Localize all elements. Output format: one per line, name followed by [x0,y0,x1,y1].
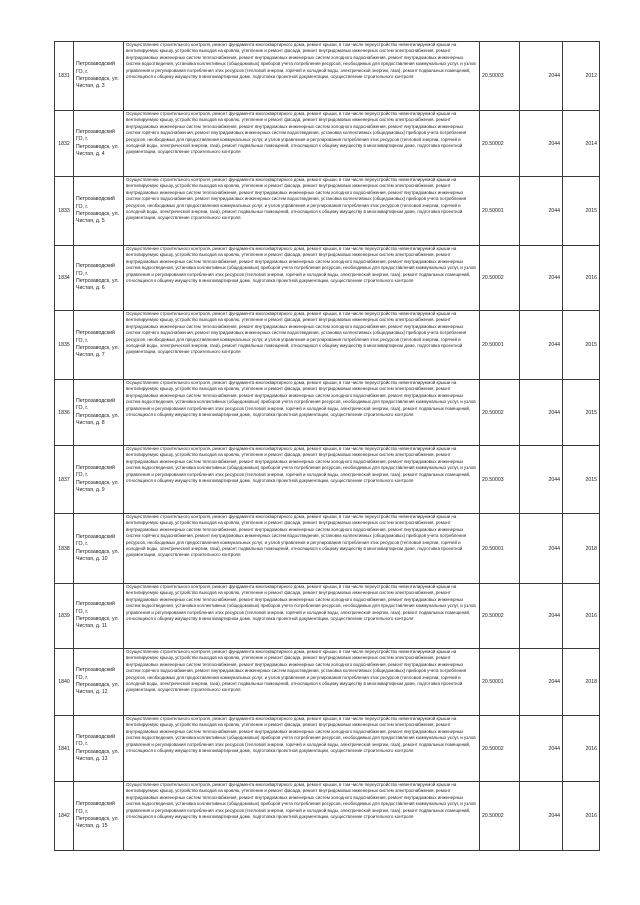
row-number: 1833 [55,177,74,246]
address-cell [74,446,124,514]
row-number: 1836 [55,380,74,446]
table-row [55,649,600,716]
row-number: 1835 [55,311,74,380]
table-row [55,716,600,782]
year-end-cell: 2044 [520,584,563,649]
code-cell: 20.50003 [480,446,520,514]
row-number: 1838 [55,514,74,584]
year-end-cell: 2044 [520,446,563,514]
address-line: Петрозаводский ГО, г. [76,533,115,548]
year-end-cell: 2044 [520,177,563,246]
address-line: Петрозаводск, ул. [76,76,119,82]
code-cell: 20.50002 [480,584,520,649]
code-cell: 20.50002 [480,246,520,311]
row-number: 1839 [55,584,74,649]
address-line: Чистая, д. 12 [76,689,108,696]
address-cell [74,311,124,380]
address-cell [74,716,124,782]
address-line: Чистая, д. 10 [76,555,108,562]
address-line: Петрозаводский ГО, г. [76,601,115,615]
table-row [55,246,600,311]
address-cell [74,111,124,177]
code-cell: 20.50001 [480,311,520,380]
code-cell: 20.50002 [480,716,520,782]
works-description: Осуществление строительного контроля, ремонт фундамента многоквартирного дома, ремонт крыши, в том числе переустройство невентилируемой крыши на вентилируемую крышу, устройство выходов на кровлю, утепление и ремонт фасада, ремонт внутридомовых инженерных систем электроснабжения, ремонт внутридомовых инженерных систем теплоснабжения, ремонт внутридомовых инженерных систем холодного водоснабжения, ремонт внутридомовых инженерных систем водоотведения, установка коллективных (общедомовых) приборов учета потребления ресурсов, необходимых для предоставления коммунальных услуг, и узлов управления и регулирования потребления этих ресурсов (тепловой энергии, горячей и холодной воды, электрической энергии, газа), ремонт подвальных помещений, относящихся к общему имуществу в многоквартирном доме, подготовка проектной документации, осуществление строительного контроля [124,42,480,111]
address-line: Петрозаводский ГО, г. [76,464,115,479]
address-line: Чистая, д. 6 [76,285,105,292]
year-cell: 2018 [563,649,600,716]
address-line: Чистая, д. 9 [76,486,105,493]
year-cell: 2016 [563,246,600,311]
address-line: Петрозаводск, ул. [76,211,119,217]
address-line: Чистая, д. 3 [76,83,105,90]
address-line: Петрозаводск, ул. [76,143,119,150]
table-row [55,177,600,246]
works-description: Осуществление строительного контроля, ремонт фундамента многоквартирного дома, ремонт крыши, в том числе переустройство невентилируемой крыши на вентилируемую крышу, устройство выходов на кровлю, утепление и ремонт фасада, ремонт внутридомовых инженерных систем электроснабжения, ремонт внутридомовых инженерных систем теплоснабжения, ремонт внутридомовых инженерных систем холодного водоснабжения, ремонт внутридомовых инженерных систем водоотведения, установка коллективных (общедомовых) приборов учета потребления ресурсов, необходимых для предоставления коммунальных услуг, и узлов управления и регулирования потребления этих ресурсов (тепловой энергии, горячей и холодной воды, электрической энергии, газа), ремонт подвальных помещений, относящихся к общему имуществу в многоквартирном доме, подготовка проектной документации, осуществление строительного контроля [124,246,480,311]
address-line: Петрозаводский ГО, г. [76,263,115,277]
address-cell [74,246,124,311]
address-line: Петрозаводский ГО, г. [76,330,115,344]
address-line: Чистая, д. 4 [76,150,105,157]
address-line: Петрозаводск, ул. [76,748,119,755]
row-number: 1832 [55,111,74,177]
address-cell [74,782,124,851]
year-cell: 2014 [563,111,600,177]
year-cell: 2015 [563,380,600,446]
year-end-cell: 2044 [520,246,563,311]
address-line: Чистая, д. 13 [76,755,108,762]
address-line: Петрозаводск, ул. [76,479,119,486]
works-description: Осуществление строительного контроля, ремонт фундамента многоквартирного дома, ремонт крыши, в том числе переустройство невентилируемой крыши на вентилируемую крышу, устройство выходов на кровлю, утепление и ремонт фасада, ремонт внутридомовых инженерных систем электроснабжения, ремонт внутридомовых инженерных систем теплоснабжения, ремонт внутридомовых инженерных систем холодного водоснабжения, ремонт внутридомовых инженерных систем горячего водоснабжения, ремонт внутридомовых инженерных систем водоотведения, установка коллективных (общедомовых) приборов учета потребления ресурсов, необходимых для предоставления коммунальных услуг, и узлов управления и регулирования потребления этих ресурсов (тепловой энергии, горячей и холодной воды, электрической энергии, газа), ремонт подвальных помещений, относящихся к общему имуществу в многоквартирном доме, подготовка проектной документации, осуществление строительного контроля [124,514,480,584]
code-cell: 20.50001 [480,649,520,716]
table-row [55,111,600,177]
year-cell: 2012 [563,42,600,111]
address-line: Петрозаводский ГО, г. [76,733,115,748]
year-cell: 2016 [563,584,600,649]
address-cell [74,177,124,246]
works-description: Осуществление строительного контроля, ремонт фундамента многоквартирного дома, ремонт крыши, в том числе переустройство невентилируемой крыши на вентилируемую крышу, устройство выходов на кровлю, утепление и ремонт фасада, ремонт внутридомовых инженерных систем электроснабжения, ремонт внутридомовых инженерных систем теплоснабжения, ремонт внутридомовых инженерных систем холодного водоснабжения, ремонт внутридомовых инженерных систем горячего водоснабжения, ремонт внутридомовых инженерных систем водоотведения, установка коллективных (общедомовых) приборов учета потребления ресурсов, необходимых для предоставления коммунальных услуг, и узлов управления и регулирования потребления этих ресурсов (тепловой энергии, горячей и холодной воды, электрической энергии, газа), ремонт подвальных помещений, относящихся к общему имуществу в многоквартирном доме, подготовка проектной документации, осуществление строительного контроля [124,111,480,177]
year-end-cell: 2044 [520,649,563,716]
year-cell: 2016 [563,716,600,782]
table-row [55,514,600,584]
year-cell: 2015 [563,311,600,380]
row-number: 1834 [55,246,74,311]
table-row [55,42,600,111]
code-cell: 20.50002 [480,111,520,177]
row-number: 1841 [55,716,74,782]
row-number: 1831 [55,42,74,111]
table-row [55,782,600,851]
document-table [54,41,600,851]
address-line: Чистая, д. 8 [76,419,105,426]
address-line: Петрозаводский ГО, г. [76,801,115,815]
address-cell [74,514,124,584]
year-cell: 2015 [563,446,600,514]
row-number: 1840 [55,649,74,716]
address-line: Петрозаводск, ул. [76,278,119,284]
table-row [55,446,600,514]
works-description: Осуществление строительного контроля, ремонт фундамента многоквартирного дома, ремонт крыши, в том числе переустройство невентилируемой крыши на вентилируемую крышу, устройство выходов на кровлю, утепление и ремонт фасада, ремонт внутридомовых инженерных систем электроснабжения, ремонт внутридомовых инженерных систем теплоснабжения, ремонт внутридомовых инженерных систем холодного водоснабжения, ремонт внутридомовых инженерных систем горячего водоснабжения, ремонт внутридомовых инженерных систем водоотведения, установка коллективных (общедомовых) приборов учета потребления ресурсов, необходимых для предоставления коммунальных услуг, и узлов управления и регулирования потребления этих ресурсов (тепловой энергии, горячей и холодной воды, электрической энергии, газа), ремонт подвальных помещений, относящихся к общему имуществу в многоквартирном доме, подготовка проектной документации, осуществление строительного контроля [124,311,480,380]
year-cell: 2016 [563,782,600,851]
code-cell: 20.50001 [480,514,520,584]
address-line: Чистая, д. 15 [76,823,108,830]
address-line: Петрозаводск, ул. [76,345,119,351]
year-end-cell: 2044 [520,380,563,446]
address-line: Петрозаводский ГО, г. [76,61,115,75]
year-cell: 2015 [563,177,600,246]
code-cell: 20.50001 [480,177,520,246]
address-line: Петрозаводский ГО, г. [76,196,115,210]
works-description: Осуществление строительного контроля, ремонт фундамента многоквартирного дома, ремонт крыши, в том числе переустройство невентилируемой крыши на вентилируемую крышу, устройство выходов на кровлю, утепление и ремонт фасада, ремонт внутридомовых инженерных систем электроснабжения, ремонт внутридомовых инженерных систем теплоснабжения, ремонт внутридомовых инженерных систем холодного водоснабжения, ремонт внутридомовых инженерных систем водоотведения, установка коллективных (общедомовых) приборов учета потребления ресурсов, необходимых для предоставления коммунальных услуг, и узлов управления и регулирования потребления этих ресурсов (тепловой энергии, горячей и холодной воды, электрической энергии, газа), ремонт подвальных помещений, относящихся к общему имуществу в многоквартирном доме, подготовка проектной документации, осуществление строительного контроля [124,380,480,446]
address-line: Петрозаводск, ул. [76,412,119,419]
year-cell: 2018 [563,514,600,584]
works-description: Осуществление строительного контроля, ремонт фундамента многоквартирного дома, ремонт крыши, в том числе переустройство невентилируемой крыши на вентилируемую крышу, устройство выходов на кровлю, утепление и ремонт фасада, ремонт внутридомовых инженерных систем электроснабжения, ремонт внутридомовых инженерных систем теплоснабжения, ремонт внутридомовых инженерных систем холодного водоснабжения, ремонт внутридомовых инженерных систем водоотведения, установка коллективных (общедомовых) приборов учета потребления ресурсов, необходимых для предоставления коммунальных услуг, и узлов управления и регулирования потребления этих ресурсов (тепловой энергии, горячей и холодной воды, электрической энергии, газа), ремонт подвальных помещений, относящихся к общему имуществу в многоквартирном доме, подготовка проектной документации, осуществление строительного контроля [124,782,480,851]
table-row [55,380,600,446]
row-number: 1842 [55,782,74,851]
address-line: Чистая, д. 5 [76,218,105,225]
works-description: Осуществление строительного контроля, ремонт фундамента многоквартирного дома, ремонт крыши, в том числе переустройство невентилируемой крыши на вентилируемую крышу, устройство выходов на кровлю, утепление и ремонт фасада, ремонт внутридомовых инженерных систем электроснабжения, ремонт внутридомовых инженерных систем теплоснабжения, ремонт внутридомовых инженерных систем холодного водоснабжения, ремонт внутридомовых инженерных систем водоотведения, установка коллективных (общедомовых) приборов учета потребления ресурсов, необходимых для предоставления коммунальных услуг, и узлов управления и регулирования потребления этих ресурсов (тепловой энергии, горячей и холодной воды, электрической энергии, газа), ремонт подвальных помещений, относящихся к общему имуществу в многоквартирном доме, подготовка проектной документации, осуществление строительного контроля [124,584,480,649]
code-cell: 20.50002 [480,782,520,851]
address-line: Петрозаводск, ул. [76,816,119,822]
year-end-cell: 2044 [520,42,563,111]
works-description: Осуществление строительного контроля, ремонт фундамента многоквартирного дома, ремонт крыши, в том числе переустройство невентилируемой крыши на вентилируемую крышу, устройство выходов на кровлю, утепление и ремонт фасада, ремонт внутридомовых инженерных систем электроснабжения, ремонт внутридомовых инженерных систем теплоснабжения, ремонт внутридомовых инженерных систем холодного водоснабжения, ремонт внутридомовых инженерных систем горячего водоснабжения, ремонт внутридомовых инженерных систем водоотведения, установка коллективных (общедомовых) приборов учета потребления ресурсов, необходимых для предоставления коммунальных услуг, и узлов управления и регулирования потребления этих ресурсов (тепловой энергии, горячей и холодной воды, электрической энергии, газа), ремонт подвальных помещений, относящихся к общему имуществу в многоквартирном доме, подготовка проектной документации, осуществление строительного контроля [124,649,480,716]
address-line: Чистая, д. 7 [76,352,105,359]
row-number: 1837 [55,446,74,514]
works-description: Осуществление строительного контроля, ремонт фундамента многоквартирного дома, ремонт крыши, в том числе переустройство невентилируемой крыши на вентилируемую крышу, устройство выходов на кровлю, утепление и ремонт фасада, ремонт внутридомовых инженерных систем электроснабжения, ремонт внутридомовых инженерных систем теплоснабжения, ремонт внутридомовых инженерных систем холодного водоснабжения, ремонт внутридомовых инженерных систем горячего водоснабжения, ремонт внутридомовых инженерных систем водоотведения, установка коллективных (общедомовых) приборов учета потребления ресурсов, необходимых для предоставления коммунальных услуг, и узлов управления и регулирования потребления этих ресурсов (тепловой энергии, горячей и холодной воды, электрической энергии, газа), ремонт подвальных помещений, относящихся к общему имуществу в многоквартирном доме, подготовка проектной документации, осуществление строительного контроля [124,177,480,246]
address-line: Петрозаводск, ул. [76,616,119,622]
table-row [55,311,600,380]
year-end-cell: 2044 [520,716,563,782]
code-cell: 20.50002 [480,380,520,446]
address-line: Петрозаводский ГО, г. [76,667,115,681]
address-cell [74,380,124,446]
year-end-cell: 2044 [520,311,563,380]
address-line: Петрозаводск, ул. [76,682,119,688]
address-line: Петрозаводский ГО, г. [76,397,115,412]
code-cell: 20.50003 [480,42,520,111]
year-end-cell: 2044 [520,111,563,177]
works-description: Осуществление строительного контроля, ремонт фундамента многоквартирного дома, ремонт крыши, в том числе переустройство невентилируемой крыши на вентилируемую крышу, устройство выходов на кровлю, утепление и ремонт фасада, ремонт внутридомовых инженерных систем электроснабжения, ремонт внутридомовых инженерных систем теплоснабжения, ремонт внутридомовых инженерных систем холодного водоснабжения, ремонт внутридомовых инженерных систем водоотведения, установка коллективных (общедомовых) приборов учета потребления ресурсов, необходимых для предоставления коммунальных услуг, и узлов управления и регулирования потребления этих ресурсов (тепловой энергии, горячей и холодной воды, электрической энергии, газа), ремонт подвальных помещений, относящихся к общему имуществу в многоквартирном доме, подготовка проектной документации, осуществление строительного контроля [124,446,480,514]
works-description: Осуществление строительного контроля, ремонт фундамента многоквартирного дома, ремонт крыши, в том числе переустройство невентилируемой крыши на вентилируемую крышу, устройство выходов на кровлю, утепление и ремонт фасада, ремонт внутридомовых инженерных систем электроснабжения, ремонт внутридомовых инженерных систем теплоснабжения, ремонт внутридомовых инженерных систем холодного водоснабжения, ремонт внутридомовых инженерных систем водоотведения, установка коллективных (общедомовых) приборов учета потребления ресурсов, необходимых для предоставления коммунальных услуг, и узлов управления и регулирования потребления этих ресурсов (тепловой энергии, горячей и холодной воды, электрической энергии, газа), ремонт подвальных помещений, относящихся к общему имуществу в многоквартирном доме, подготовка проектной документации, осуществление строительного контроля [124,716,480,782]
address-cell [74,42,124,111]
address-cell [74,584,124,649]
address-cell [74,649,124,716]
table-row [55,584,600,649]
address-line: Петрозаводский ГО, г. [76,128,115,143]
address-line: Чистая, д. 11 [76,623,108,630]
year-end-cell: 2044 [520,514,563,584]
table-body [55,42,600,851]
address-line: Петрозаводск, ул. [76,548,119,555]
year-end-cell: 2044 [520,782,563,851]
